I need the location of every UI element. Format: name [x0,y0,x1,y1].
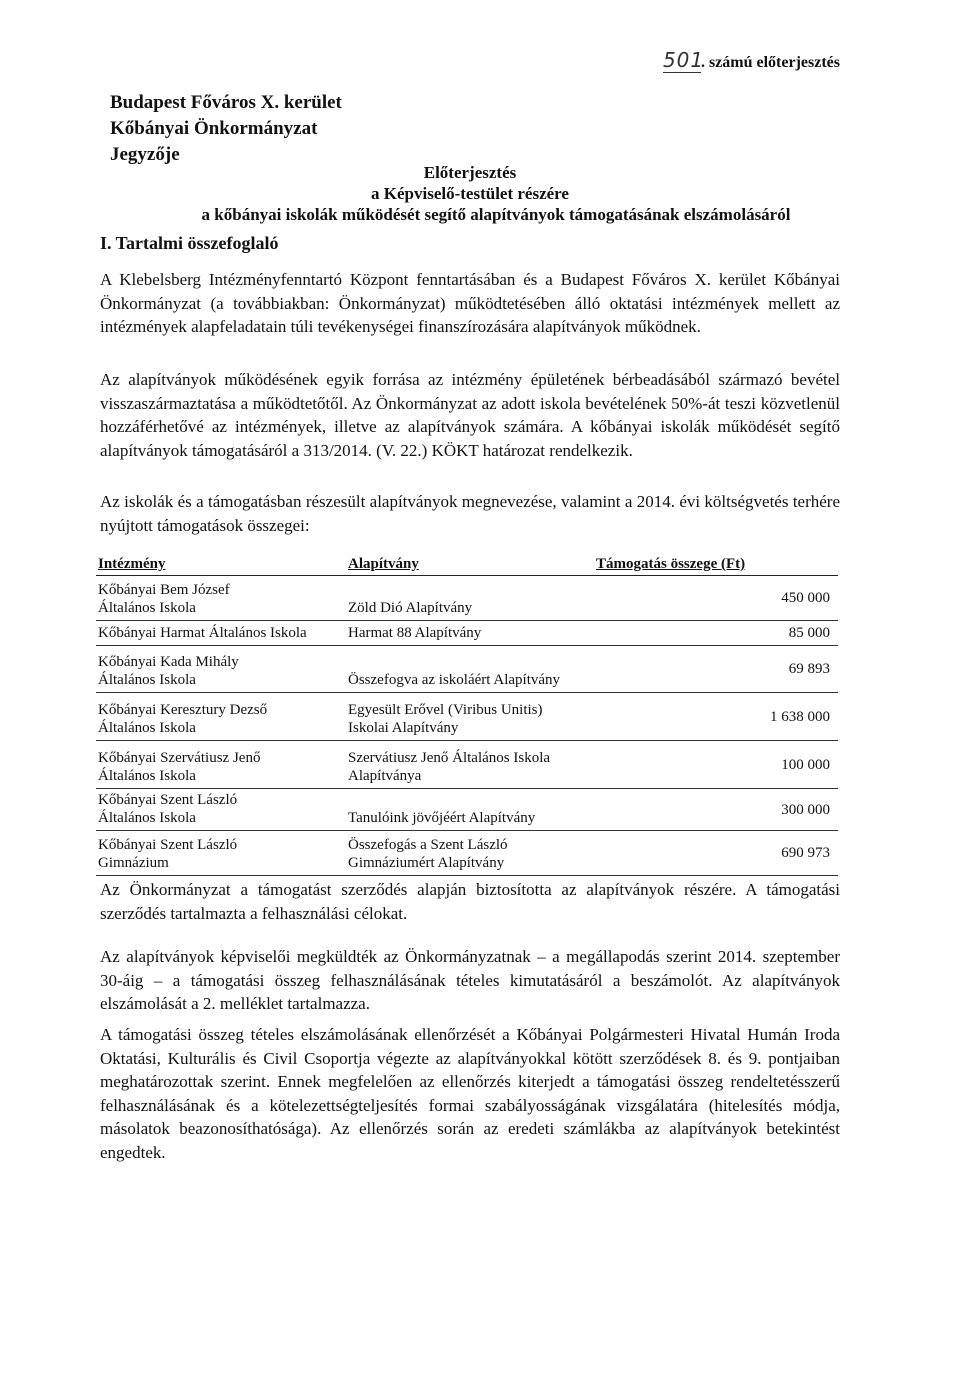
table-row [96,621,838,646]
header-foundation: Alapítvány [348,556,419,572]
institution-cell-line: Kőbányai Bem József [98,582,230,598]
amount-cell: 300 000 [781,802,830,818]
institution-cell-line: Általános Iskola [98,810,196,826]
amount-cell: 690 973 [781,845,830,861]
title-line-2: a Képviselő-testület részére [371,184,569,203]
foundation-cell-line: Harmat 88 Alapítvány [348,625,482,641]
table-row [96,741,838,789]
section-heading: I. Tartalmi összefoglaló [100,233,279,253]
amount-cell: 69 893 [788,661,830,677]
title-line-1: Előterjesztés [423,163,517,182]
institution-cell [98,836,338,872]
proposal-number-suffix: . számú előterjesztés [700,54,840,71]
foundation-cell [348,701,608,737]
support-table [96,555,838,876]
institution-cell-line: Általános Iskola [98,768,196,784]
table-row [96,646,838,693]
issuer-line-3: Jegyzője [110,144,180,165]
foundation-cell [348,836,608,872]
paragraph-1: A Klebelsberg Intézményfenntartó Központ fenntartásában és a Budapest Főváros X. kerület Kőbányai Önkormányzat (a továbbiakban: Önkormányzat) működtetésében álló oktatási intézmények mellett az intézmények alapfeladatain túli tevékenységei finanszírozására alapítványok működnek. [100,270,840,336]
institution-cell-line: Kőbányai Szent László [98,792,238,808]
title-line-3: a kőbányai iskolák működését segítő alapítványok támogatásának elszámolásáról [201,205,791,224]
paragraph-2: Az alapítványok működésének egyik forrása az intézmény épületének bérbeadásából származó bevétel visszaszármaztatása a működtetőtől. Az Önkormányzat az adott iskola bevételének 50%-át teszi közvetlenül hozzáférhetővé az intézmények, illetve az alapítványok számára. A kőbányai iskolák működését segítő alapítványok támogatásáról a 313/2014. (V. 22.) KÖKT határozat rendelkezik. [100,370,840,460]
table-row [96,576,838,621]
institution-cell-line: Általános Iskola [98,672,196,688]
institution-cell [98,653,338,689]
foundation-cell [348,599,608,617]
paragraph-6: A támogatási összeg tételes elszámolásának ellenőrzését a Kőbányai Polgármesteri Hivatal Humán Iroda Oktatási, Kulturális és Civil Csoportja végezte az alapítványokkal kötött szerződések 8. és 9. pontjaiban meghatározottak szerint. Ennek megfelelően az ellenőrzés kiterjedt a támogatási összeg rendeltetésszerű felhasználásának és a kötelezettségteljesítés formai szabályosságának vizsgálatára (hitelesítés módja, másolatok beazonosíthatósága). Az ellenőrzés során az eredeti számlákba az alapítványok betekintést engedtek. [100,1025,840,1162]
institution-cell-line: Általános Iskola [98,720,196,736]
table-body [96,576,838,876]
foundation-cell-line: Iskolai Alapítvány [348,720,459,736]
foundation-cell-line: Összefogás a Szent László [348,837,508,853]
paragraph-3: Az iskolák és a támogatásban részesült alapítványok megnevezése, valamint a 2014. évi költségvetés terhére nyújtott támogatások összegei: [100,492,840,535]
header-amount: Támogatás összege (Ft) [596,556,746,572]
foundation-cell-line: Tanulóink jövőjéért Alapítvány [348,810,536,826]
institution-cell-line: Kőbányai Szervátiusz Jenő [98,750,261,766]
paragraph-4: Az Önkormányzat a támogatást szerződés alapján biztosította az alapítványok részére. A támogatási szerződés tartalmazta a felhasználási célokat. [100,880,840,923]
institution-cell [98,624,338,642]
foundation-cell [348,749,608,785]
handwritten-number: 501 [662,48,705,72]
amount-cell: 450 000 [781,590,830,606]
amount-cell: 85 000 [788,625,830,641]
foundation-cell-line: Alapítványa [348,768,422,784]
institution-cell [98,581,338,617]
institution-cell-line: Gimnázium [98,855,169,871]
institution-cell-line: Kőbányai Szent László [98,837,238,853]
institution-cell [98,749,338,785]
header-institution: Intézmény [98,556,166,572]
foundation-cell-line: Összefogva az iskoláért Alapítvány [348,672,561,688]
institution-cell-line: Kőbányai Harmat Általános Iskola [98,625,307,641]
institution-cell-line: Kőbányai Kada Mihály [98,654,239,670]
paragraph-5: Az alapítványok képviselői megküldték az Önkormányzatnak – a megállapodás szerint 2014. szeptember 30-áig – a támogatási összeg felhasználásának tételes kimutatásáról a beszámolót. Az alapítványok elszámolását a 2. melléklet tartalmazza. [100,947,840,1013]
proposal-number [663,48,840,73]
institution-cell [98,701,338,737]
table-row [96,789,838,831]
table-header [96,555,838,576]
amount-cell: 100 000 [781,757,830,773]
institution-cell-line: Kőbányai Keresztury Dezső [98,702,268,718]
amount-cell: 1 638 000 [770,709,830,725]
issuer-line-2: Kőbányai Önkormányzat [110,118,318,139]
foundation-cell-line: Egyesült Erővel (Viribus Unitis) [348,702,543,718]
foundation-cell [348,671,608,689]
institution-cell [98,791,338,827]
document-title [100,162,840,225]
foundation-cell-line: Gimnáziumért Alapítvány [348,855,505,871]
issuer-line-1: Budapest Főváros X. kerület [110,92,342,113]
table-row [96,693,838,741]
foundation-cell-line: Zöld Dió Alapítvány [348,600,473,616]
table-row [96,831,838,876]
issuer-block [110,90,342,168]
foundation-cell [348,624,608,642]
foundation-cell-line: Szervátiusz Jenő Általános Iskola [348,750,551,766]
foundation-cell [348,809,608,827]
institution-cell-line: Általános Iskola [98,600,196,616]
